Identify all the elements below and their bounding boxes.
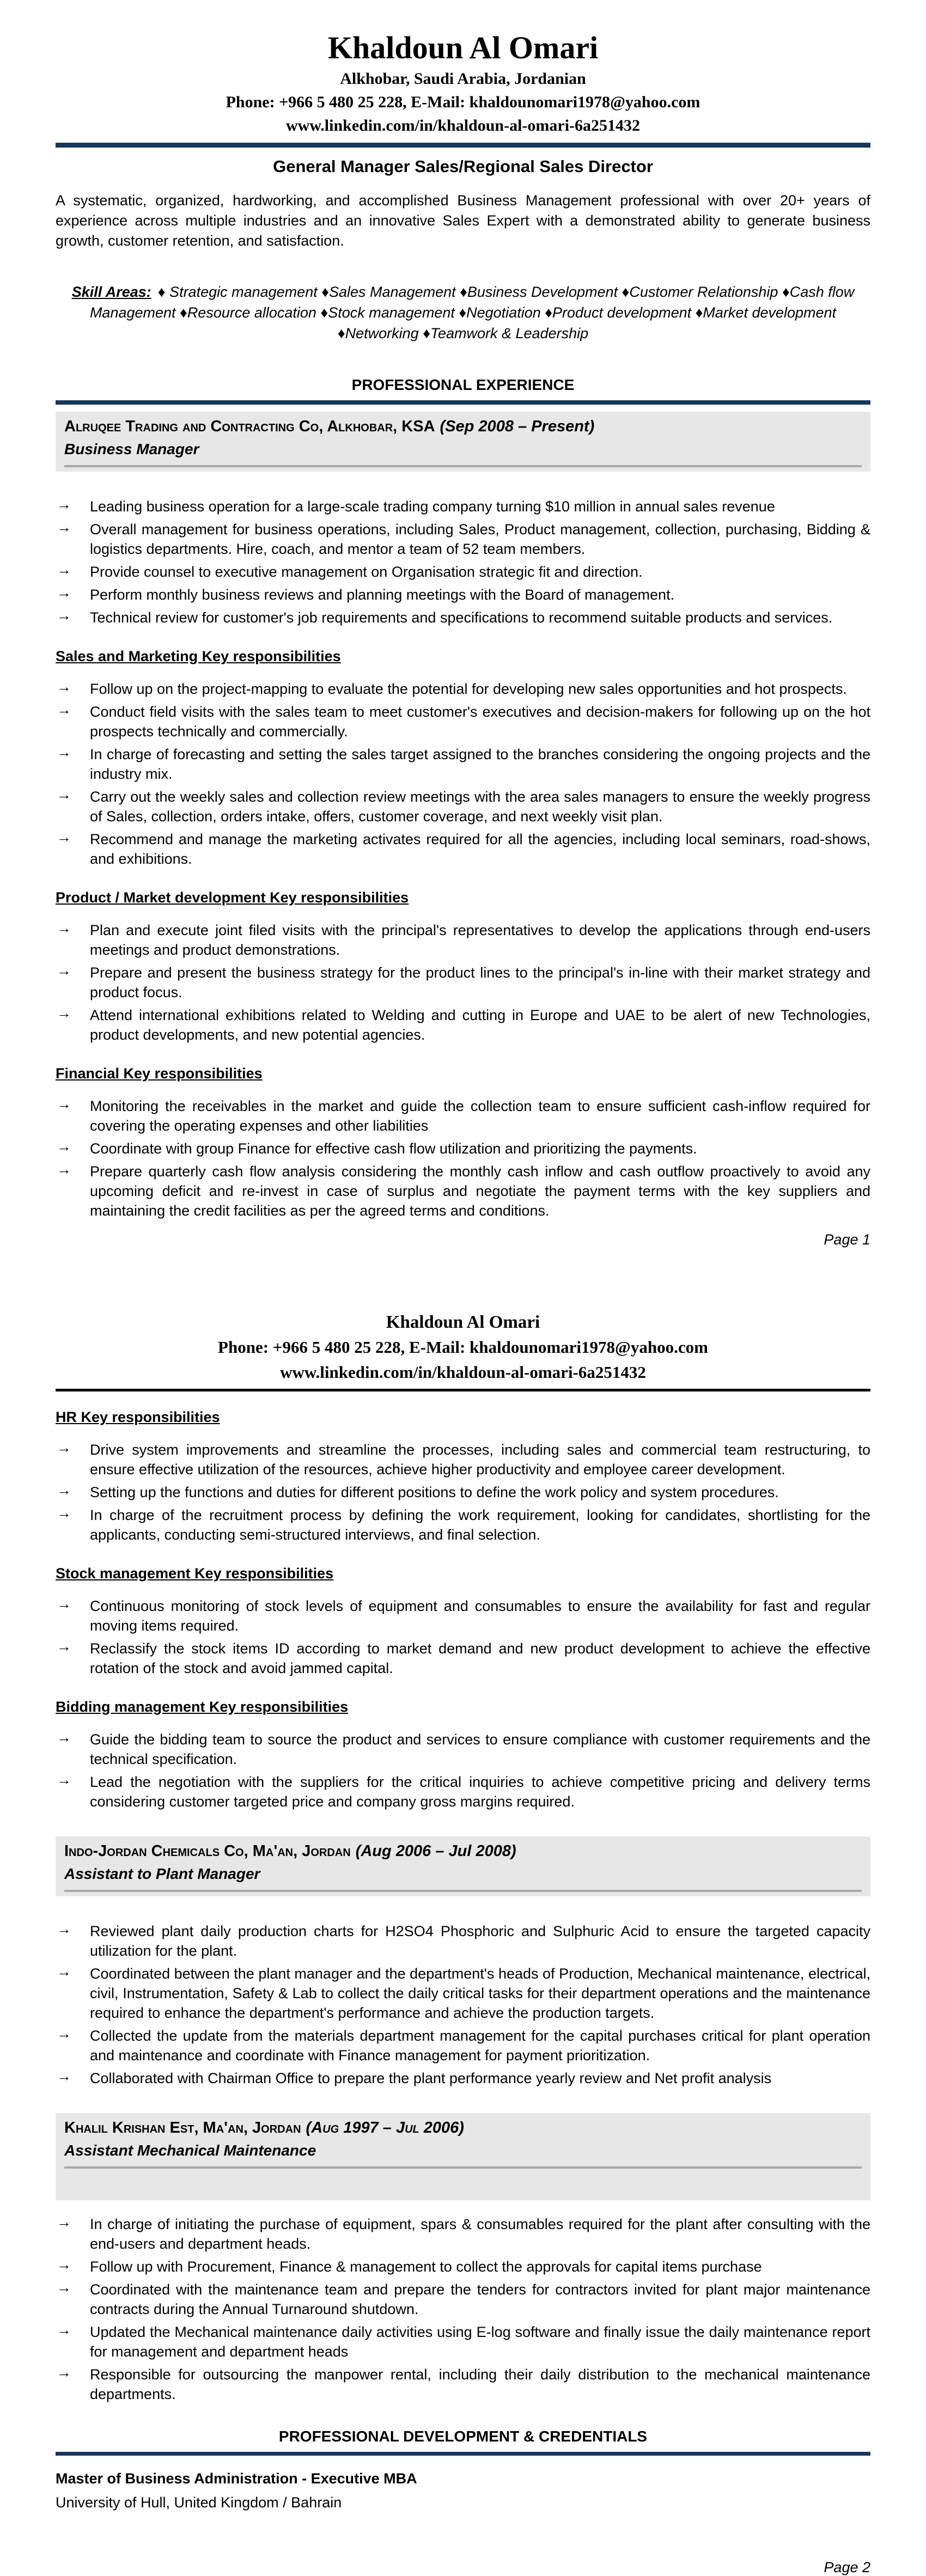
header-divider-rule [56,143,870,148]
bullet-item [56,1639,870,1678]
bullet-item [56,1482,870,1502]
professional-experience-heading: PROFESSIONAL EXPERIENCE [351,376,575,393]
bullet-text: Responsible for outsourcing the manpower rental, including their daily distribution to the mechanical maintenance departments. [90,2366,870,2402]
page1-location-line: Alkhobar, Saudi Arabia, Jordanian [340,69,586,88]
arrow-bullet-icon: → [57,1004,71,1021]
bullet-item [56,1730,870,1769]
professional-summary: A systematic, organized, hardworking, and accomplished Business Management professional with over 20+ years of experience across multiple industries and an innovative Sales Expert with a demonstrated ability to generate business growth, customer retention, and satisfaction. [56,192,870,249]
arrow-bullet-icon: → [57,2256,71,2273]
bullet-list-financial [56,1096,870,1220]
page2-name-title: Khaldoun Al Omari [386,1312,540,1332]
bullet-item [56,1005,870,1045]
bullet-item [56,562,870,582]
job-date-range: (Aug 1997 – Jul 2006) [306,2119,464,2137]
bullet-text: In charge of initiating the purchase of equipment, spars & consumables required for the plant after consulting with the end-users and department heads. [90,2215,870,2252]
bullet-list-sales-marketing [56,679,870,869]
skill-areas-label: Skill Areas: [71,283,151,300]
bullet-text: Provide counsel to executive management on Organisation strategic fit and direction. [90,563,643,580]
bullet-item [56,2280,870,2319]
job-box-divider [64,1890,862,1892]
arrow-bullet-icon: → [57,1729,71,1745]
degree-title: Master of Business Administration - Executive MBA [56,2470,417,2487]
bullet-item [56,787,870,826]
job-title: Assistant to Plant Manager [64,1865,260,1882]
arrow-bullet-icon: → [57,962,71,979]
job-header-alruqee [56,412,870,472]
bullet-item [56,963,870,1002]
bullet-item [56,2068,870,2088]
arrow-bullet-icon: → [57,584,71,601]
section-heading-financial: Financial Key responsibilities [56,1065,263,1082]
bullet-text: Drive system improvements and streamline the processes, including sales and commercial team restructuring, to ensure effective utilization of the resources, achieve higher productivity and employee career development. [90,1441,870,1478]
bullet-item [56,1964,870,2023]
page2-number: Page 2 [824,2559,870,2575]
bullet-item [56,520,870,559]
arrow-bullet-icon: → [57,1920,71,1937]
skill-areas [56,282,870,344]
bullet-item [56,2322,870,2361]
bullet-item [56,1162,870,1220]
job-company-line [64,1842,862,1861]
arrow-bullet-icon: → [57,496,71,512]
job-company-name: Khalil Krishan Est, Ma'an, Jordan [64,2119,301,2137]
bullet-list-khalil [56,2214,870,2404]
bullet-text: Perform monthly business reviews and planning meetings with the Board of management. [90,586,675,603]
arrow-bullet-icon: → [57,1138,71,1155]
arrow-bullet-icon: → [57,786,71,803]
arrow-bullet-icon: → [57,1161,71,1177]
bullet-item [56,1096,870,1136]
job-title: Assistant Mechanical Maintenance [64,2141,316,2159]
arrow-bullet-icon: → [57,743,71,760]
section-heading-product-market: Product / Market development Key responsibilities [56,889,409,906]
bullet-list-product-market [56,920,870,1045]
arrow-bullet-icon: → [57,2213,71,2230]
bullet-text: Recommend and manage the marketing activates required for all the agencies, including local seminars, road-shows, and exhibitions. [90,831,870,867]
arrow-bullet-icon: → [57,2067,71,2084]
arrow-bullet-icon: → [57,701,71,718]
bullet-text: Coordinated between the plant manager and the department's heads of Production, Mechanical maintenance, electrical, civil, Instrumentation, Safety & Lab to collect the daily critical tasks for their department operations and the maintenance required to enhance the department's performance and achieve the production targets. [90,1965,870,2021]
section-heading-bidding: Bidding management Key responsibilities [56,1698,349,1715]
job-header-khalil-krishan [56,2113,870,2200]
arrow-bullet-icon: → [57,1771,71,1788]
skill-areas-text: ♦ Strategic management ♦Sales Management ♦Business Development ♦Customer Relationship ♦Cash flow Management ♦Resource allocation ♦Stock management ♦Negotiation ♦Product development ♦Market development ♦Networking ♦Teamwork & Leadership [89,283,855,341]
section-heading-hr: HR Key responsibilities [56,1408,220,1425]
bullet-text: Lead the negotiation with the suppliers for the critical inquiries to achieve competitive pricing and delivery terms considering customer targeted price and company gross margins required. [90,1773,870,1810]
arrow-bullet-icon: → [57,518,71,535]
job-box-divider [64,465,862,467]
bullet-item [56,829,870,869]
page2-contact-line: Phone: +966 5 480 25 228, E-Mail: khaldounomari1978@yahoo.com [218,1338,708,1357]
bullet-text: In charge of forecasting and setting the sales target assigned to the branches considering the ongoing projects and the industry mix. [90,746,870,782]
job-date-range: (Sep 2008 – Present) [440,417,595,435]
credentials-divider-rule [56,2452,870,2456]
arrow-bullet-icon: → [57,1963,71,1980]
job-header-indo-jordan [56,1836,870,1896]
section-heading-stock: Stock management Key responsibilities [56,1565,334,1582]
job-company-line [64,417,862,436]
bullet-text: Technical review for customer's job requirements and specifications to recommend suitable products and services. [90,609,833,626]
section-heading-sales-marketing: Sales and Marketing Key responsibilities [56,648,341,664]
bullet-list-hr [56,1440,870,1545]
bullet-item [56,1596,870,1635]
bullet-text: Leading business operation for a large-scale trading company turning $10 million in annual sales revenue [90,498,775,515]
page1-linkedin-line: www.linkedin.com/in/khaldoun-al-omari-6a251432 [285,116,641,135]
arrow-bullet-icon: → [57,1638,71,1655]
bullet-list-general [56,497,870,627]
bullet-list-indo-jordan [56,1921,870,2088]
page1-number: Page 1 [824,1231,870,1248]
arrow-bullet-icon: → [57,828,71,845]
arrow-bullet-icon: → [57,1095,71,1112]
job-title: Business Manager [64,440,199,457]
bullet-item [56,2257,870,2276]
bullet-text: Updated the Mechanical maintenance daily activities using E-log software and finally issue the daily maintenance report for management and department heads [90,2323,870,2360]
bullet-item [56,1440,870,1479]
bullet-item [56,1921,870,1961]
job-date-range: (Aug 2006 – Jul 2008) [355,1842,516,1860]
bullet-text: Collected the update from the materials department management for the capital purchases critical for plant operation and maintenance and coordinate with Finance management for payment prioritization. [90,2027,870,2064]
bullet-item [56,744,870,784]
experience-divider-rule [56,400,870,405]
bullet-item [56,679,870,699]
bullet-list-stock [56,1596,870,1678]
arrow-bullet-icon: → [57,919,71,936]
job-company-name: Alruqee Trading and Contracting Co, Alkhobar, KSA [64,417,435,435]
arrow-bullet-icon: → [57,2025,71,2042]
arrow-bullet-icon: → [57,2321,71,2338]
arrow-bullet-icon: → [57,607,71,624]
page1-name-title: Khaldoun Al Omari [327,30,599,65]
arrow-bullet-icon: → [57,2279,71,2296]
bullet-text: Prepare and present the business strategy for the product lines to the principal's in-line with their market strategy and product focus. [90,964,870,1000]
job-company-line [64,2119,862,2138]
bullet-text: Reclassify the stock items ID according to market demand and new product development to achieve the effective rotation of the stock and avoid jammed capital. [90,1640,870,1676]
bullet-text: Conduct field visits with the sales team to meet customer's executives and decision-makers for following up on the hot prospects technically and commercially. [90,703,870,740]
arrow-bullet-icon: → [57,1504,71,1521]
job-target-headline: General Manager Sales/Regional Sales Director [273,156,653,176]
bullet-text: Prepare quarterly cash flow analysis considering the monthly cash inflow and cash outflow proactively to avoid any upcoming deficit and re-invest in case of surplus and negotiate the payment terms with the key suppliers and maintaining the credit facilities as per the agreed terms and conditions. [90,1163,870,1219]
bullet-text: Guide the bidding team to source the product and services to ensure compliance with customer requirements and the technical specification. [90,1731,870,1767]
bullet-text: Attend international exhibitions related to Welding and cutting in Europe and UAE to be alert of new Technologies, product developments, and new potential agencies. [90,1006,870,1043]
bullet-item [56,920,870,960]
bullet-text: Monitoring the receivables in the market and guide the collection team to ensure sufficient cash-inflow required for covering the operating expenses and other liabilities [90,1097,870,1134]
bullet-item [56,2214,870,2254]
bullet-text: Reviewed plant daily production charts for H2SO4 Phosphoric and Sulphuric Acid to ensure the targeted capacity utilization for the plant. [90,1922,870,1959]
bullet-item [56,1772,870,1811]
job-box-divider [64,2166,862,2169]
bullet-text: Collaborated with Chairman Office to prepare the plant performance yearly review and Net profit analysis [90,2070,772,2086]
bullet-item [56,1505,870,1545]
bullet-item [56,1139,870,1158]
bullet-text: Overall management for business operations, including Sales, Product management, collection, purchasing, Bidding & logistics departments. Hire, coach, and mentor a team of 52 team members. [90,521,870,557]
arrow-bullet-icon: → [57,1595,71,1612]
bullet-text: Continuous monitoring of stock levels of equipment and consumables to ensure the availability for fast and regular moving items required. [90,1597,870,1634]
arrow-bullet-icon: → [57,678,71,695]
page2-linkedin-line: www.linkedin.com/in/khaldoun-al-omari-6a251432 [280,1362,646,1382]
page-break-gap [56,1248,870,1311]
arrow-bullet-icon: → [57,1481,71,1498]
bullet-text: Follow up on the project-mapping to evaluate the potential for developing new sales opportunities and hot prospects. [90,680,847,697]
bullet-text: Coordinated with the maintenance team and prepare the tenders for contractors invited for plant major maintenance contracts during the Annual Turnaround shutdown. [90,2281,870,2317]
university-name: University of Hull, United Kingdom / Bahrain [56,2494,342,2511]
bullet-list-bidding [56,1730,870,1811]
arrow-bullet-icon: → [57,2364,71,2380]
bullet-item [56,497,870,516]
bullet-item [56,2365,870,2404]
bullet-text: Setting up the functions and duties for different positions to define the work policy and system procedures. [90,1484,779,1500]
bullet-item [56,608,870,627]
job-company-name: Indo-Jordan Chemicals Co, Ma'an, Jordan [64,1842,351,1860]
page2-header-divider-rule [56,1389,870,1391]
arrow-bullet-icon: → [57,1439,71,1456]
page1-contact-line: Phone: +966 5 480 25 228, E-Mail: khaldounomari1978@yahoo.com [226,93,700,111]
bullet-text: Coordinate with group Finance for effective cash flow utilization and prioritizing the payments. [90,1140,697,1157]
resume-document [0,30,926,2575]
bullet-text: In charge of the recruitment process by defining the work requirement, looking for candidates, shortlisting for the applicants, conducting semi-structured interviews, and final selection. [90,1506,870,1543]
bullet-item [56,702,870,741]
bullet-text: Follow up with Procurement, Finance & management to collect the approvals for capital items purchase [90,2258,762,2275]
bullet-item [56,2026,870,2065]
credentials-heading: PROFESSIONAL DEVELOPMENT & CREDENTIALS [278,2427,648,2445]
bullet-text: Carry out the weekly sales and collection review meetings with the area sales managers to ensure the weekly progress of Sales, collection, orders intake, offers, customer coverage, and next weekly visit plan. [90,788,870,825]
bullet-text: Plan and execute joint filed visits with the principal's representatives to develop the applications through end-users meetings and product demonstrations. [90,921,870,958]
bullet-item [56,585,870,605]
arrow-bullet-icon: → [57,561,71,578]
